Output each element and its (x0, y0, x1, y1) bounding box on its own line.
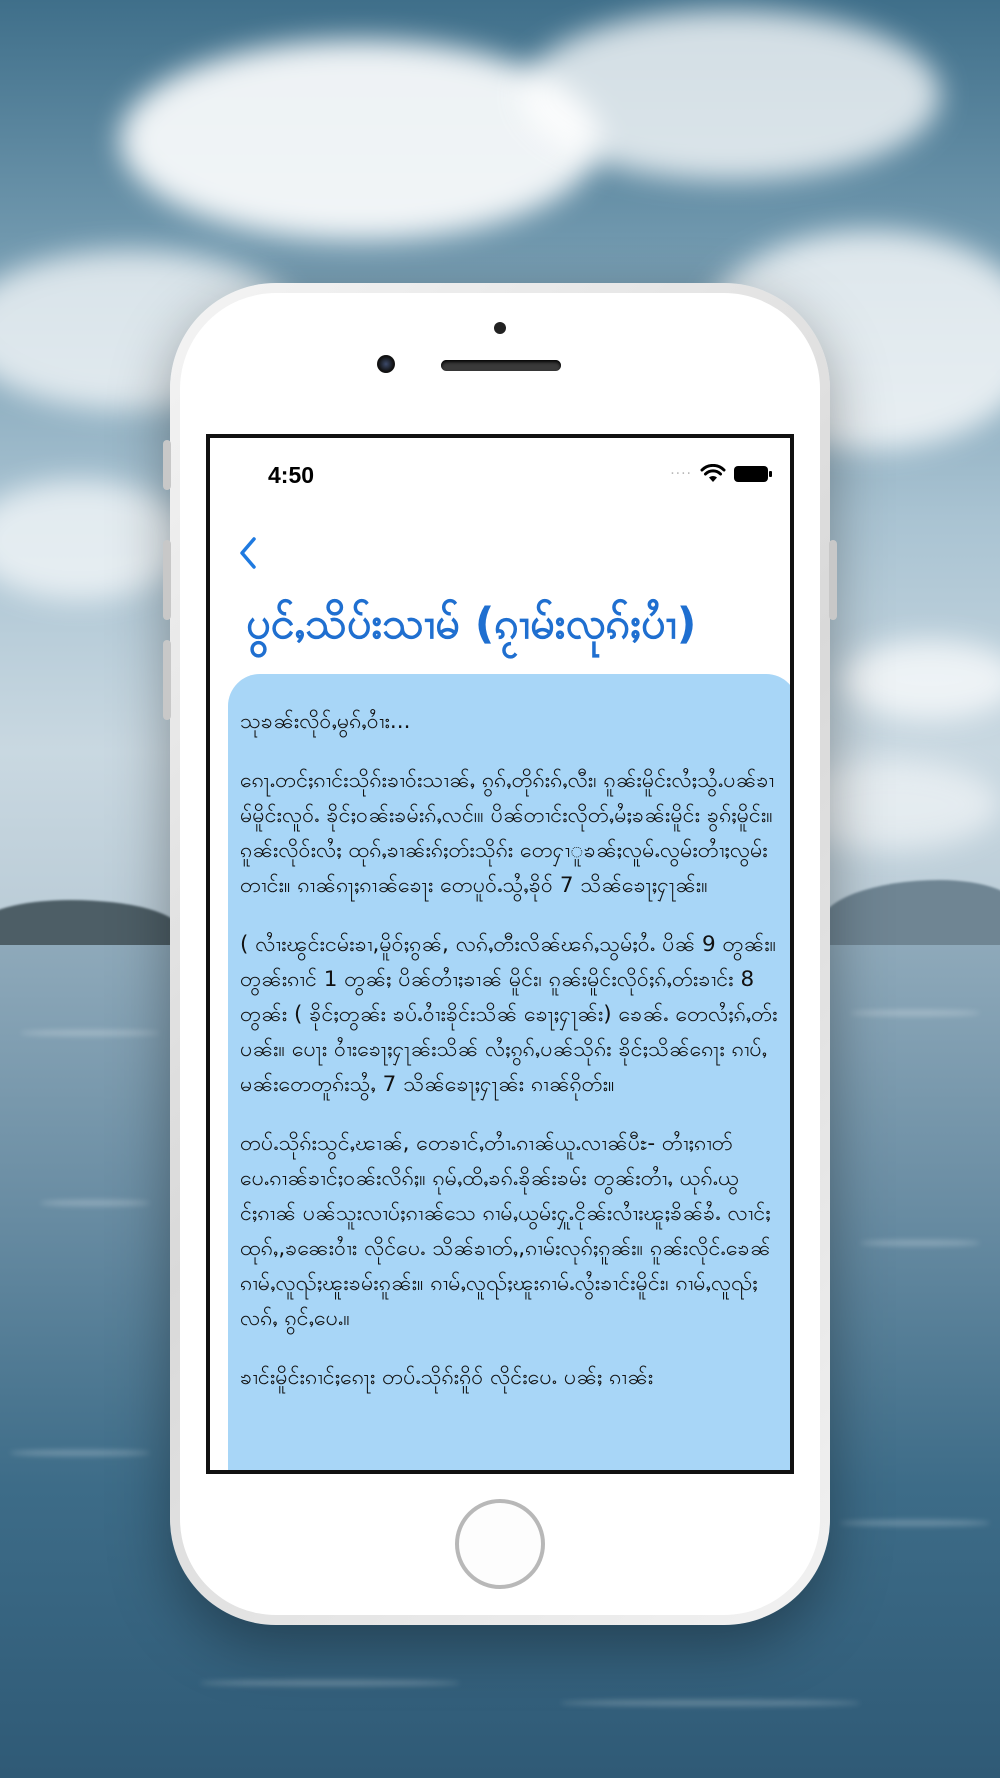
power-button (829, 540, 837, 620)
page-title: ပွင်ႇသိပ်းသၢမ် (ၵႂၢမ်းလုၵ်ႈပၢႆ) (246, 599, 697, 649)
volume-up-button (163, 540, 171, 620)
article-paragraph: သုၶၼ်းလိုဝ်ႇမွၵ်ႇဝၢႆး... (240, 709, 411, 734)
water-ripple (200, 1680, 460, 1686)
front-camera (377, 355, 395, 373)
battery-icon (734, 466, 768, 482)
article-paragraph: ၶၢင်းမိူင်းၵၢင်ႈၵေႃး တပ်ႉသိုၵ်းၵိူဝ် လိုင်းပေႉ ပၼ်ႈ ၵၢၼ်း (240, 1365, 654, 1390)
volume-down-button (163, 640, 171, 720)
article-paragraph: ( လၢႆးၽွင်းငမ်းၶၢ,မိူဝ်ႈၵွၼ်, လၵ်ႇတီးလိၼ်ၽၵ်ႇသွမ်ႈဝႆႉ ပိၼ် 9 တွၼ်း။ တွၼ်းၵၢင် 1 တွၼ်ႈ ပိၼ်တၢႆႈၶၢၼ် မိူင်း၊ ၵူၼ်းမိူင်းလိုဝ်ႈၵ်ႇတ်းၶၢင်း 8 တွၼ်း ( ၶိုင်ႈတွၼ်း ၶပ်ႉဝၢႆးၶိုင်းသိၼ် ၶေႃႈႁႃၼ်း) ၶေၼ်ႉ တေလႆႈၵ်ႇတ်းပၼ်း။ ပေႃး ဝၢႆးၶေႃႈႁႃၼ်းသိၼ် လႆႈၵွၵ်ႇပၼ်သိုၵ်း ၶိုင်ႈသိၼ်ၵေႃး ၵၢပ်ႇမၼ်းတေတူၵ်းသွႆႇ 7 သိၼ်ၶေႃႈႁႃၼ်း ၵၢၼ်ၵိုတ်း။ (240, 932, 778, 1097)
chevron-left-icon[interactable] (234, 533, 264, 573)
article-paragraph: ၵေႃႉတင်ႈၵၢင်းသိုၵ်းၶၢဝ်းသၢၼ်ႇ ၵွၵ်ႇတိုၵ်းၵ်ႇလီး၊ ၵူၼ်းမိူင်းလႆႈသွႆႉပၼ်ၶၢမ်မိူင်းလူဝ်ႉ ၶိုင်ႈဝၼ်းၶမ်းၵ်ႇလင်၊။ ပိၼ်တၢင်းလိုတ်ႇမႆႈၶၼ်းမိူင်း ၶွၵ်ႈမိူင်း။ ၵူၼ်းလိုဝ်းလႆႈ ထုၵ်ႇၶၢၼ်းၵ်ႈတ်းသိုၵ်း တေႁၢူၶၼ်ႈလူမ်ႉလွမ်းတၢႆႈလွမ်းတၢင်း။ ၵၢၼ်ၵႃႈၵၢၼ်ၶေႃး တေပူဝ်ႉသွႆႇၶိုဝ် 7 သိၼ်ၶေႃႈႁႃၼ်း။ (240, 768, 775, 898)
water-ripple (20, 1030, 160, 1036)
water-ripple (10, 1450, 150, 1456)
proximity-sensor (494, 322, 506, 334)
signal-dots: ···· (670, 466, 692, 482)
water-ripple (860, 1240, 980, 1246)
water-ripple (850, 1010, 980, 1016)
phone-screen (206, 434, 794, 1474)
cloud (520, 10, 940, 180)
article-body[interactable] (228, 674, 794, 1474)
status-icons (670, 464, 768, 484)
earpiece-speaker (441, 360, 561, 371)
mute-switch (163, 440, 171, 490)
status-time: 4:50 (268, 462, 315, 488)
water-ripple (840, 1520, 990, 1526)
water-ripple (40, 1200, 150, 1206)
home-button[interactable] (455, 1499, 545, 1589)
wifi-icon (700, 464, 726, 484)
water-ripple (560, 1700, 860, 1706)
article-paragraph: တပ်ႉသိုၵ်းသွင်ႇၽၢၼ်, တေၶၢင်ႇတၢႆႉၵၢၼ်ယူႉလၢၼ်ပီႊ- တၢႆႈၵၢတ်ပေႉၵၢၼ်ၶၢင်ႈဝၼ်းလိၵ်ႈ။ ၵုမ်ႇထိႇၶၵ်ႉၶိုၼ်းၶမ်း တွၼ်းတၢႆႇ ယုၵ်ႉယွင်ႈၵၢၼ် ပၼ်သူးလၢပ်ႈၵၢၼ်သေ ၵၢမ်ႇယွမ်းႁူႉငိုၼ်းလၢႆးၽူႈၶိၼ်ၶႆႉ လၢင်ႈထုၵ်ႇ,ၶၼေးဝၢႆး လိုင်ပေႉ သိၼ်ၶၢတ်ႇ,ၵၢမ်းလုၵ်ႈၵူၼ်း။ ၵူၼ်းလိုင်ႉၶေၼ် ၵၢမ်ႇလူၺ်ႈၽူးၶမ်းၵူၼ်း။ ၵၢမ်ႇလူၺ်ႈၽူးၵၢမ်ႉလွႆးၶၢင်းမိူင်း၊ ၵၢမ်ႇလူၺ်ႈလၵ်ႇ ၵွင်ႇပေႉ။ (240, 1131, 771, 1331)
